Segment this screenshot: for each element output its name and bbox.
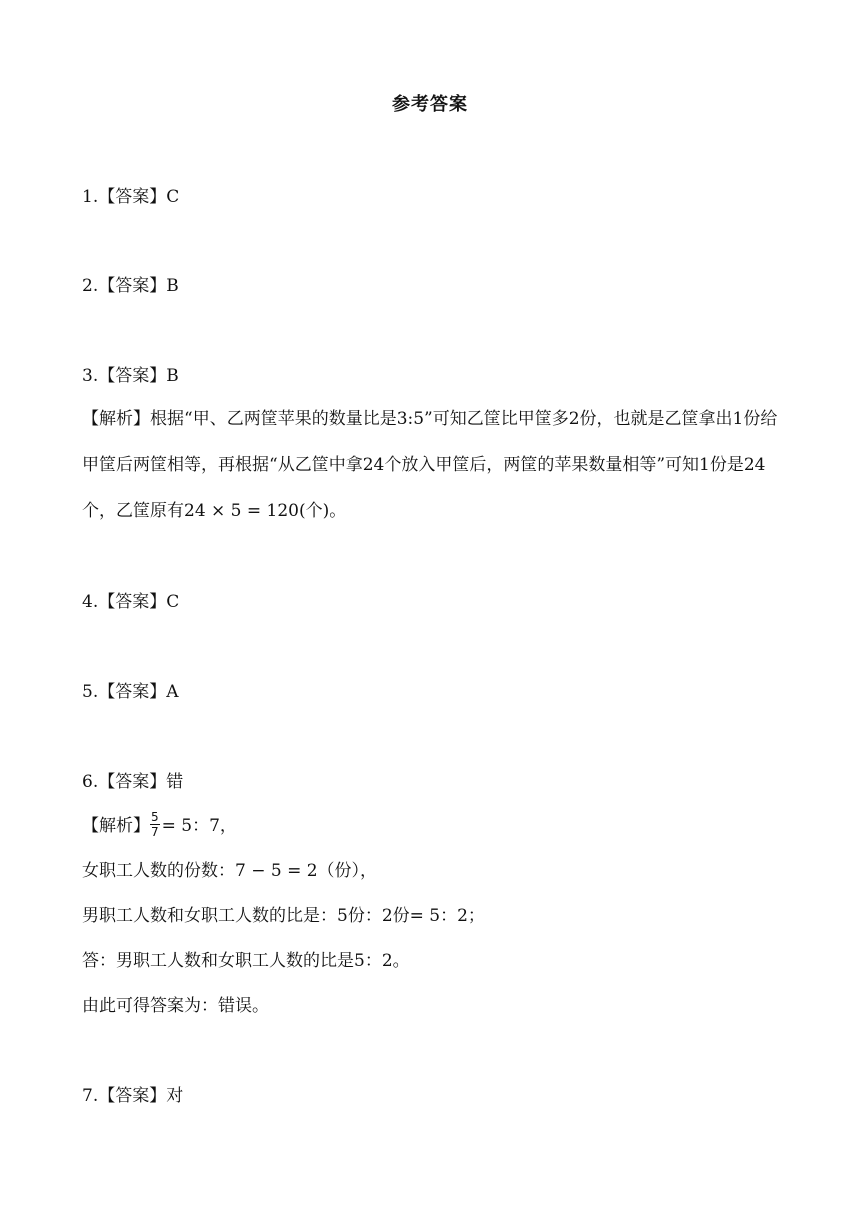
answer-value: 对	[166, 1086, 184, 1106]
answer-value: C	[166, 187, 180, 207]
question-number: 1.	[82, 187, 99, 207]
answer-6	[82, 769, 183, 795]
answer-7	[82, 1083, 183, 1109]
answer-1	[82, 184, 179, 210]
answer-tag: 【答案】	[98, 772, 167, 792]
question-number: 5.	[82, 682, 99, 702]
answer-value: A	[166, 682, 179, 702]
analysis-3: 【解析】根据“甲、乙两筐苹果的数量比是3:5”可知乙筐比甲筐多2份，也就是乙筐拿出1份给甲筐后两筐相等，再根据“从乙筐中拿24个放入甲筐后，两筐的苹果数量相等”可知1份是24个，乙筐原有24 × 5 = 120(个)。	[82, 409, 778, 521]
question-number: 7.	[82, 1086, 99, 1106]
answer-value: B	[166, 366, 179, 386]
question-number: 6.	[82, 772, 99, 792]
answer-value: 错	[166, 772, 184, 792]
analysis-6-line-3: 男职工人数和女职工人数的比是：5份：2份= 5：2；	[82, 906, 485, 926]
answer-value: C	[166, 592, 180, 612]
answer-3	[82, 363, 179, 389]
answer-tag: 【答案】	[98, 592, 167, 612]
answer-2	[82, 273, 179, 299]
analysis-6-line-5: 由此可得答案为：错误。	[82, 996, 269, 1016]
fraction	[150, 811, 160, 838]
question-number: 3.	[82, 366, 99, 386]
answer-tag: 【答案】	[98, 366, 167, 386]
answer-tag: 【答案】	[98, 187, 167, 207]
analysis-6-line-4: 答：男职工人数和女职工人数的比是5：2。	[82, 951, 410, 971]
answer-4	[82, 589, 179, 615]
answer-tag: 【答案】	[98, 276, 167, 296]
answer-tag: 【答案】	[98, 682, 167, 702]
analysis-text: = 5：7，	[161, 816, 237, 836]
question-number: 4.	[82, 592, 99, 612]
fraction-numerator: 5	[151, 810, 159, 824]
answer-tag: 【答案】	[98, 1086, 167, 1106]
analysis-tag: 【解析】	[82, 816, 150, 836]
fraction-denominator: 7	[151, 825, 159, 839]
analysis-6-line-2: 女职工人数的份数：7 − 5 = 2（份），	[82, 861, 378, 881]
page-title: 参考答案	[392, 94, 468, 115]
answer-5	[82, 679, 179, 705]
analysis-6-line-1	[82, 810, 237, 840]
answer-value: B	[166, 276, 179, 296]
question-number: 2.	[82, 276, 99, 296]
